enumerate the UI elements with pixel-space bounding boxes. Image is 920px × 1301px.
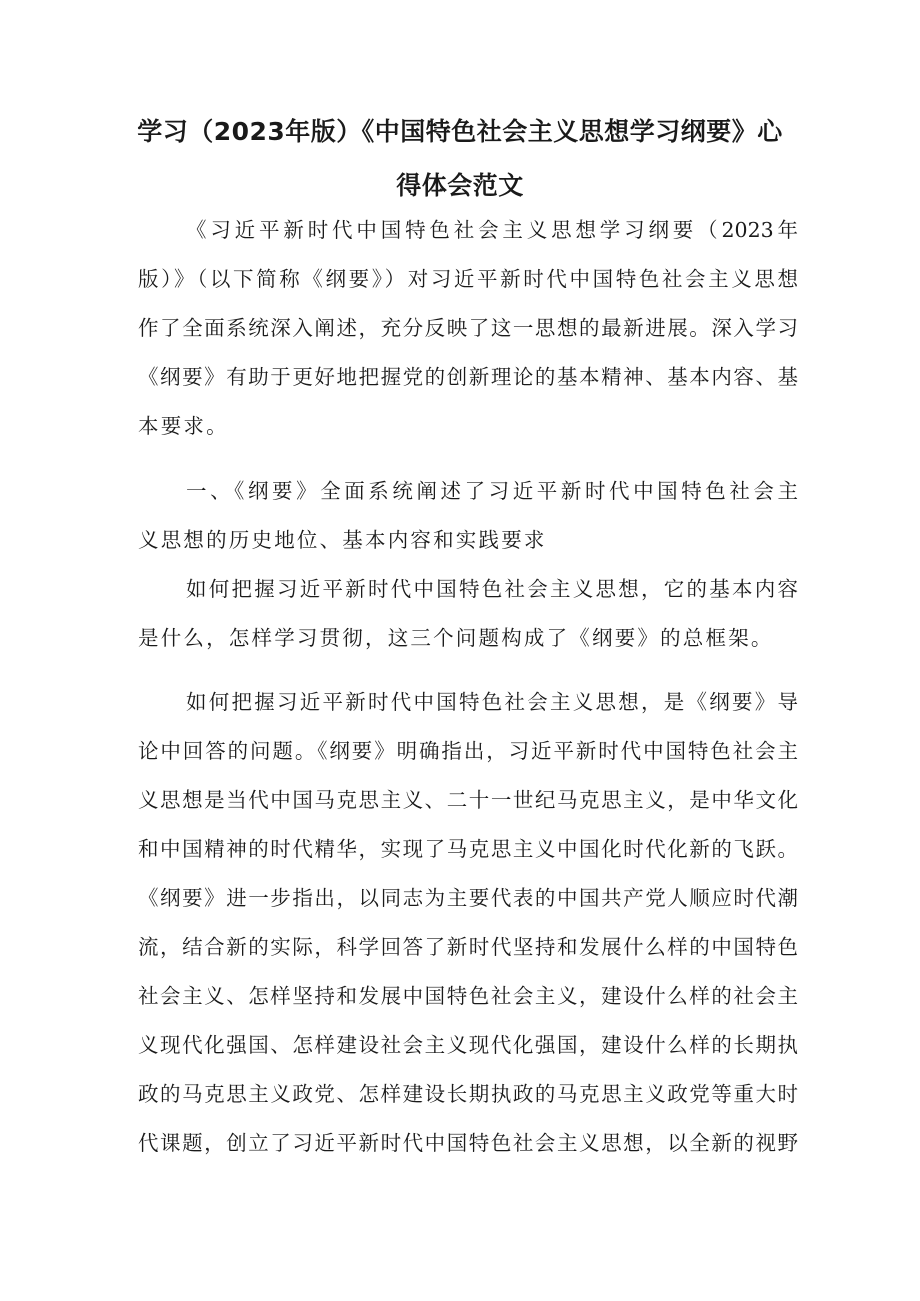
paragraph-1-line-1: 《习近平新时代中国特色社会主义思想学习纲要（2023年 (186, 218, 798, 242)
paragraph-1-line-3: 作了全面系统深入阐述，充分反映了这一思想的最新进展。深入学习 (138, 316, 798, 340)
paragraph-2-line-2: 是什么，怎样学习贯彻，这三个问题构成了《纲要》的总框架。 (138, 626, 774, 650)
paragraph-3-line-4: 和中国精神的时代精华，实现了马克思主义中国化时代化新的飞跃。 (138, 837, 798, 861)
paragraph-3-line-1: 如何把握习近平新时代中国特色社会主义思想，是《纲要》导 (186, 690, 798, 714)
paragraph-3-line-7: 社会主义、怎样坚持和发展中国特色社会主义，建设什么样的社会主 (138, 984, 798, 1008)
paragraph-2-line-1: 如何把握习近平新时代中国特色社会主义思想，它的基本内容 (186, 577, 798, 601)
paragraph-3-line-9: 政的马克思主义政党、怎样建设长期执政的马克思主义政党等重大时 (138, 1082, 798, 1106)
paragraph-3-line-3: 义思想是当代中国马克思主义、二十一世纪马克思主义，是中华文化 (138, 788, 798, 812)
paragraph-1-line-5: 本要求。 (138, 414, 229, 438)
paragraph-1-line-2: 版）》（以下简称《纲要》）对习近平新时代中国特色社会主义思想 (138, 267, 798, 291)
paragraph-3-line-6: 流，结合新的实际，科学回答了新时代坚持和发展什么样的中国特色 (138, 935, 798, 959)
document-title-line-1: 学习（2023年版）《中国特色社会主义思想学习纲要》心 (137, 117, 783, 146)
paragraph-3-line-5: 《纲要》进一步指出，以同志为主要代表的中国共产党人顺应时代潮 (138, 886, 798, 910)
paragraph-3-line-2: 论中回答的问题。《纲要》明确指出，习近平新时代中国特色社会主 (138, 739, 798, 763)
paragraph-3-line-8: 义现代化强国、怎样建设社会主义现代化强国，建设什么样的长期执 (138, 1033, 798, 1057)
paragraph-1-line-4: 《纲要》有助于更好地把握党的创新理论的基本精神、基本内容、基 (138, 365, 798, 389)
section-heading-1-line-2: 义思想的历史地位、基本内容和实践要求 (138, 528, 547, 552)
document-title-line-2: 得体会范文 (396, 171, 524, 200)
section-heading-1-line-1: 一、《纲要》全面系统阐述了习近平新时代中国特色社会主 (186, 479, 798, 503)
paragraph-3-line-10: 代课题，创立了习近平新时代中国特色社会主义思想，以全新的视野 (138, 1131, 798, 1155)
